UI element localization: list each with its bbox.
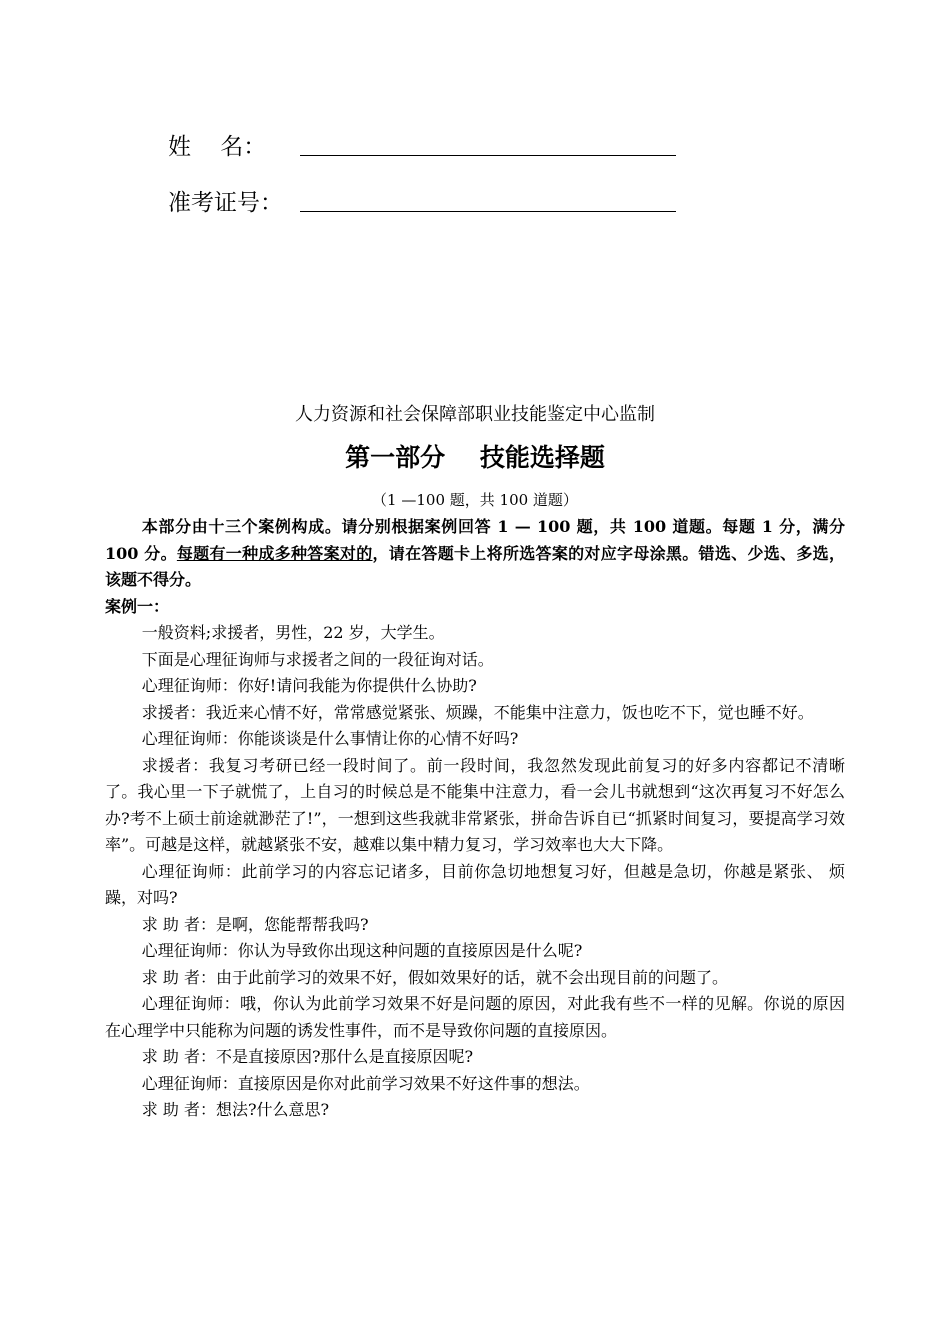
name-input-line[interactable]: [300, 155, 676, 156]
paragraph: 求 助 者：想法?什么意思?: [141, 1100, 330, 1119]
paragraph: 心理征询师：哦，你认为此前学习效果不好是问题的原因，对此我有些不一样的见解。你说的原因在心理学中只能称为问题的诱发性事件，而不是导致你问题的直接原因。: [105, 994, 845, 1040]
instructions-underlined: 每题有一种成多种答案对的: [176, 543, 373, 563]
paragraph: 求援者：我近来心情不好，常常感觉紧张、烦躁，不能集中注意力，饭也吃不下，觉也睡不好。: [141, 702, 814, 722]
question-range: （1 —100 题，共 100 道题）: [372, 491, 578, 509]
paragraph: 求 助 者：是啊，您能帮帮我吗?: [141, 914, 369, 934]
paragraph: 心理征询师：你认为导致你出现这种问题的直接原因是什么呢?: [141, 941, 583, 960]
instructions-text-2: ，请在答题卡上将所选答案的对应字母涂黑。错选、少选、多选，该题不得分。: [105, 543, 845, 589]
instructions-text-1: 本部分由十三个案例构成。请分别根据案例回答 1 — 100 题，共 100 道题。每题 1 分，满分 100 分。: [105, 517, 845, 563]
paragraph: 心理征询师：你好!请问我能为你提供什么协助?: [141, 676, 477, 695]
paragraph: 下面是心理征询师与求援者之间的一段征询对话。: [141, 649, 494, 669]
document-body: [105, 514, 845, 1124]
instructions: [105, 514, 845, 594]
paragraph: 心理征询师：此前学习的内容忘记诸多，目前你急切地想复习好，但越是急切，你越是紧张、 烦躁，对吗?: [105, 861, 845, 907]
paragraph: 心理征询师：直接原因是你对此前学习效果不好这件事的想法。: [141, 1073, 590, 1093]
name-label: 姓 名：: [168, 134, 267, 160]
paragraph: 一般资料;求援者，男性，22 岁，大学生。: [141, 623, 445, 642]
paragraph: 求援者：我复习考研已经一段时间了。前一段时间，我忽然发现此前复习的好多内容都记不清晰了。我心里一下子就慌了，上自习的时候总是不能集中注意力，看一会儿书就想到“这次再复习不好怎么办?考不上硕士前途就渺茫了!”，一想到这些我就非常紧张，拼命告诉自已“抓紧时间复习，要提高学习效率”。可越是这样，就越紧张不安，越难以集中精力复习，学习效率也大大下降。: [105, 755, 845, 854]
supervisor-line: 人力资源和社会保障部职业技能鉴定中心监制: [295, 404, 655, 425]
paragraph: 求 助 者：不是直接原因?那什么是直接原因呢?: [141, 1047, 474, 1066]
paragraph: 求 助 者：由于此前学习的效果不好，假如效果好的话，就不会出现目前的问题了。: [141, 967, 728, 987]
ticket-number-label: 准考证号：: [168, 190, 283, 216]
case-title: 案例一：: [105, 596, 170, 616]
ticket-number-input-line[interactable]: [300, 211, 676, 212]
part-title: 第一部分 技能选择题: [345, 443, 605, 472]
paragraph: 心理征询师：你能谈谈是什么事情让你的心情不好吗?: [141, 729, 519, 748]
